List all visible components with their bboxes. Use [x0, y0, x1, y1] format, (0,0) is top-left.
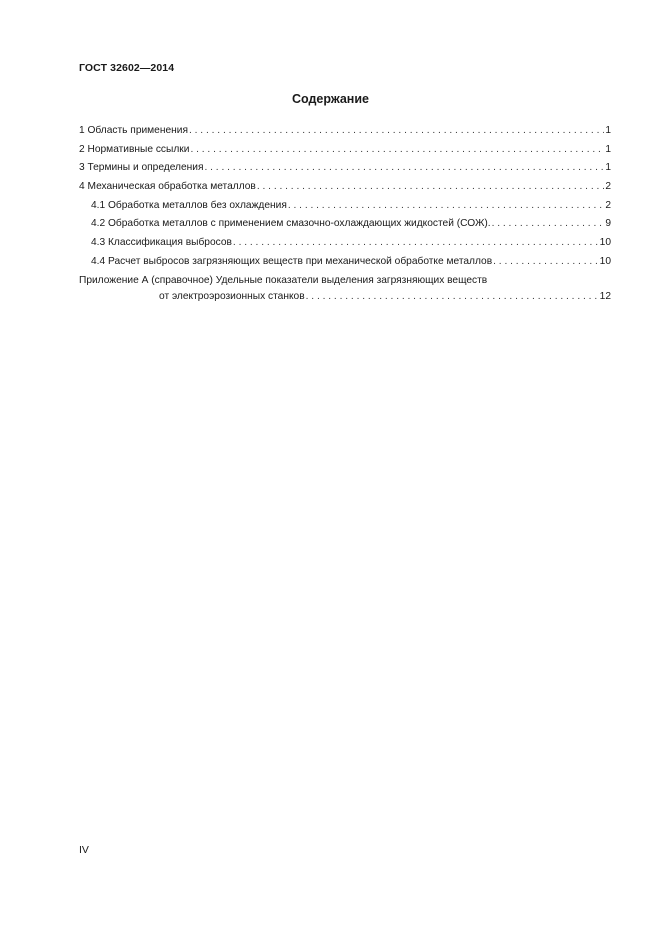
- toc-entry-page: 2: [605, 199, 611, 211]
- dot-leader: [233, 234, 599, 253]
- appendix-continuation-line: [79, 289, 611, 304]
- toc-entry-page: 10: [599, 255, 611, 267]
- toc-entry-page: 12: [599, 291, 611, 302]
- toc-entry-page: 1: [605, 162, 611, 174]
- toc-entry-text: 4.3 Классификация выбросов: [91, 237, 232, 249]
- toc-subentry[interactable]: [79, 253, 611, 272]
- toc-entry-text: 2 Нормативные ссылки: [79, 143, 190, 155]
- toc-entry-page: 9: [605, 218, 611, 230]
- toc-entry-page: 1: [605, 143, 611, 155]
- page-number: IV: [79, 844, 89, 856]
- toc-subentry[interactable]: [79, 215, 611, 234]
- dot-leader: [493, 253, 599, 272]
- dot-leader: [190, 141, 604, 160]
- table-of-contents: [79, 122, 611, 304]
- toc-subentry[interactable]: [79, 234, 611, 253]
- appendix-heading-text: Приложение А (справочное) Удельные показатели выделения загрязняющих веществ: [79, 274, 488, 286]
- dot-leader: [306, 289, 599, 304]
- toc-entry[interactable]: [79, 122, 611, 141]
- toc-entry-text: 1 Область применения: [79, 125, 188, 136]
- toc-entry-text: 4.2 Обработка металлов с применением смазочно-охлаждающих жидкостей (СОЖ).: [91, 218, 491, 230]
- dot-leader: [288, 197, 604, 216]
- toc-entry[interactable]: [79, 178, 611, 197]
- dot-leader: [204, 159, 604, 178]
- toc-entry-page: 2: [605, 181, 611, 193]
- dot-leader: [189, 122, 604, 141]
- appendix-heading-line: [79, 272, 611, 290]
- toc-entry-page: 1: [605, 125, 611, 136]
- toc-entry[interactable]: [79, 141, 611, 160]
- toc-entry-text: 4.4 Расчет выбросов загрязняющих веществ при механической обработке металлов: [91, 255, 493, 267]
- page-title: Содержание: [291, 92, 369, 106]
- toc-entry-text: 4 Механическая обработка металлов: [79, 181, 256, 193]
- dot-leader: [492, 215, 605, 234]
- toc-entry-text: 3 Термины и определения: [79, 162, 204, 174]
- toc-entry-page: 10: [599, 237, 611, 249]
- toc-entry[interactable]: [79, 159, 611, 178]
- document-code: ГОСТ 32602—2014: [79, 62, 175, 74]
- toc-subentry[interactable]: [79, 197, 611, 216]
- dot-leader: [257, 178, 604, 197]
- toc-appendix-entry[interactable]: [79, 272, 611, 305]
- appendix-continuation-text: от электроэрозионных станков: [159, 291, 305, 302]
- toc-entry-text: 4.1 Обработка металлов без охлаждения: [91, 199, 287, 211]
